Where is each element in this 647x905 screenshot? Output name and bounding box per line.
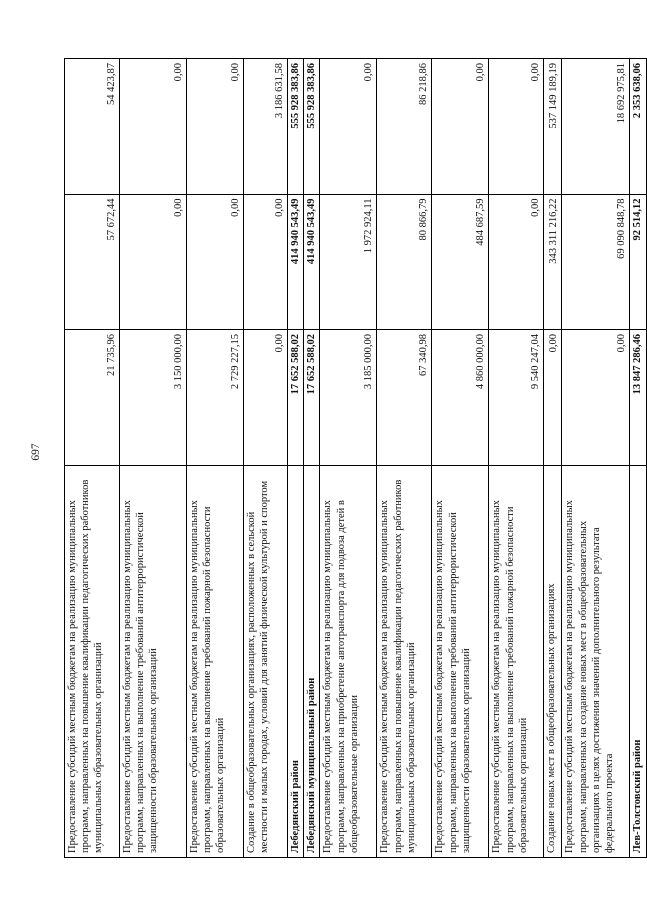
row-label-cell: Предоставление субсидий местным бюджетам на реализацию муниципальных программ, направленных на выполнение требований антитеррористической защищенности образовательных организаций — [432, 465, 489, 857]
row-label-cell: Лебедянский муниципальный район — [304, 465, 320, 857]
value-cell-1: 13 847 286,46 — [630, 330, 646, 466]
row-label-cell: Предоставление субсидий местным бюджетам на реализацию муниципальных программ, направленных на выполнение требований пожарной безопасности образовательных организаций — [489, 465, 544, 857]
value-cell-1: 17 652 588,02 — [304, 330, 320, 466]
value-cell-1: 0,00 — [244, 330, 288, 466]
budget-table — [64, 58, 647, 858]
value-cell-1: 0,00 — [562, 330, 630, 466]
value-cell-2: 69 090 848,78 — [562, 194, 630, 330]
table-row — [244, 59, 288, 858]
value-cell-3: 0,00 — [320, 59, 377, 195]
row-label-cell: Предоставление субсидий местным бюджетам на реализацию муниципальных программ, направленных на повышение квалификации педагогических работников муниципальных образовательных организаций — [65, 465, 120, 857]
value-cell-2: 1 972 924,11 — [320, 194, 377, 330]
value-cell-2: 343 311 216,22 — [544, 194, 562, 330]
row-label-cell: Предоставление субсидий местным бюджетам на реализацию муниципальных программ, направленных на приобретение автотранспорта для подвоза детей в общеобразовательные организации — [320, 465, 377, 857]
table-row — [377, 59, 432, 858]
value-cell-3: 2 353 638,06 — [630, 59, 646, 195]
value-cell-2: 0,00 — [244, 194, 288, 330]
value-cell-2: 57 672,44 — [65, 194, 120, 330]
row-label-cell: Создание в общеобразовательных организациях, расположенных в сельской местности и малых городах, условий для занятий физической культурой и спортом — [244, 465, 288, 857]
value-cell-1: 0,00 — [544, 330, 562, 466]
table-row — [288, 59, 304, 858]
table-row — [120, 59, 187, 858]
budget-table-body — [65, 59, 647, 858]
row-label-cell: Лев-Толстовский район — [630, 465, 646, 857]
value-cell-3: 54 423,87 — [65, 59, 120, 195]
value-cell-2: 484 687,59 — [432, 194, 489, 330]
value-cell-2: 0,00 — [120, 194, 187, 330]
value-cell-2: 80 866,79 — [377, 194, 432, 330]
table-row — [187, 59, 244, 858]
value-cell-2: 0,00 — [187, 194, 244, 330]
value-cell-2: 414 940 543,49 — [288, 194, 304, 330]
row-label-cell: Лебедянский район — [288, 465, 304, 857]
value-cell-3: 86 218,86 — [377, 59, 432, 195]
value-cell-3: 0,00 — [489, 59, 544, 195]
row-label-cell: Предоставление субсидий местным бюджетам на реализацию муниципальных программ, направленных на выполнение требований пожарной безопасности образовательных организаций — [187, 465, 244, 857]
value-cell-1: 17 652 588,02 — [288, 330, 304, 466]
table-row — [630, 59, 646, 858]
value-cell-2: 0,00 — [489, 194, 544, 330]
row-label-cell: Создание новых мест в общеобразовательных организациях — [544, 465, 562, 857]
value-cell-1: 21 735,96 — [65, 330, 120, 466]
value-cell-3: 18 692 975,81 — [562, 59, 630, 195]
value-cell-3: 0,00 — [187, 59, 244, 195]
row-label-cell: Предоставление субсидий местным бюджетам на реализацию муниципальных программ, направленных на повышение квалификации педагогических работников муниципальных образовательных организаций — [377, 465, 432, 857]
value-cell-1: 3 150 000,00 — [120, 330, 187, 466]
table-row — [489, 59, 544, 858]
value-cell-1: 67 340,98 — [377, 330, 432, 466]
value-cell-3: 3 186 631,58 — [244, 59, 288, 195]
value-cell-1: 2 729 227,15 — [187, 330, 244, 466]
rotated-page — [64, 58, 644, 858]
value-cell-3: 555 928 383,86 — [304, 59, 320, 195]
table-row — [544, 59, 562, 858]
value-cell-1: 3 185 000,00 — [320, 330, 377, 466]
value-cell-3: 555 928 383,86 — [288, 59, 304, 195]
row-label-cell: Предоставление субсидий местным бюджетам на реализацию муниципальных программ, направленных на выполнение требований антитеррористической защищенности образовательных организаций — [120, 465, 187, 857]
row-label-cell: Предоставление субсидий местным бюджетам на реализацию муниципальных программ, направленных на создание новых мест в общеобразовательных организациях в целях достижения значений дополнительного результата федерального проекта — [562, 465, 630, 857]
table-row — [562, 59, 630, 858]
value-cell-3: 0,00 — [120, 59, 187, 195]
table-row — [65, 59, 120, 858]
value-cell-1: 9 540 247,04 — [489, 330, 544, 466]
table-row — [320, 59, 377, 858]
value-cell-2: 92 514,12 — [630, 194, 646, 330]
value-cell-2: 414 940 543,49 — [304, 194, 320, 330]
value-cell-1: 4 860 000,00 — [432, 330, 489, 466]
page-number: 697 — [30, 443, 42, 461]
value-cell-3: 0,00 — [432, 59, 489, 195]
value-cell-3: 537 149 189,19 — [544, 59, 562, 195]
table-row — [432, 59, 489, 858]
table-row — [304, 59, 320, 858]
